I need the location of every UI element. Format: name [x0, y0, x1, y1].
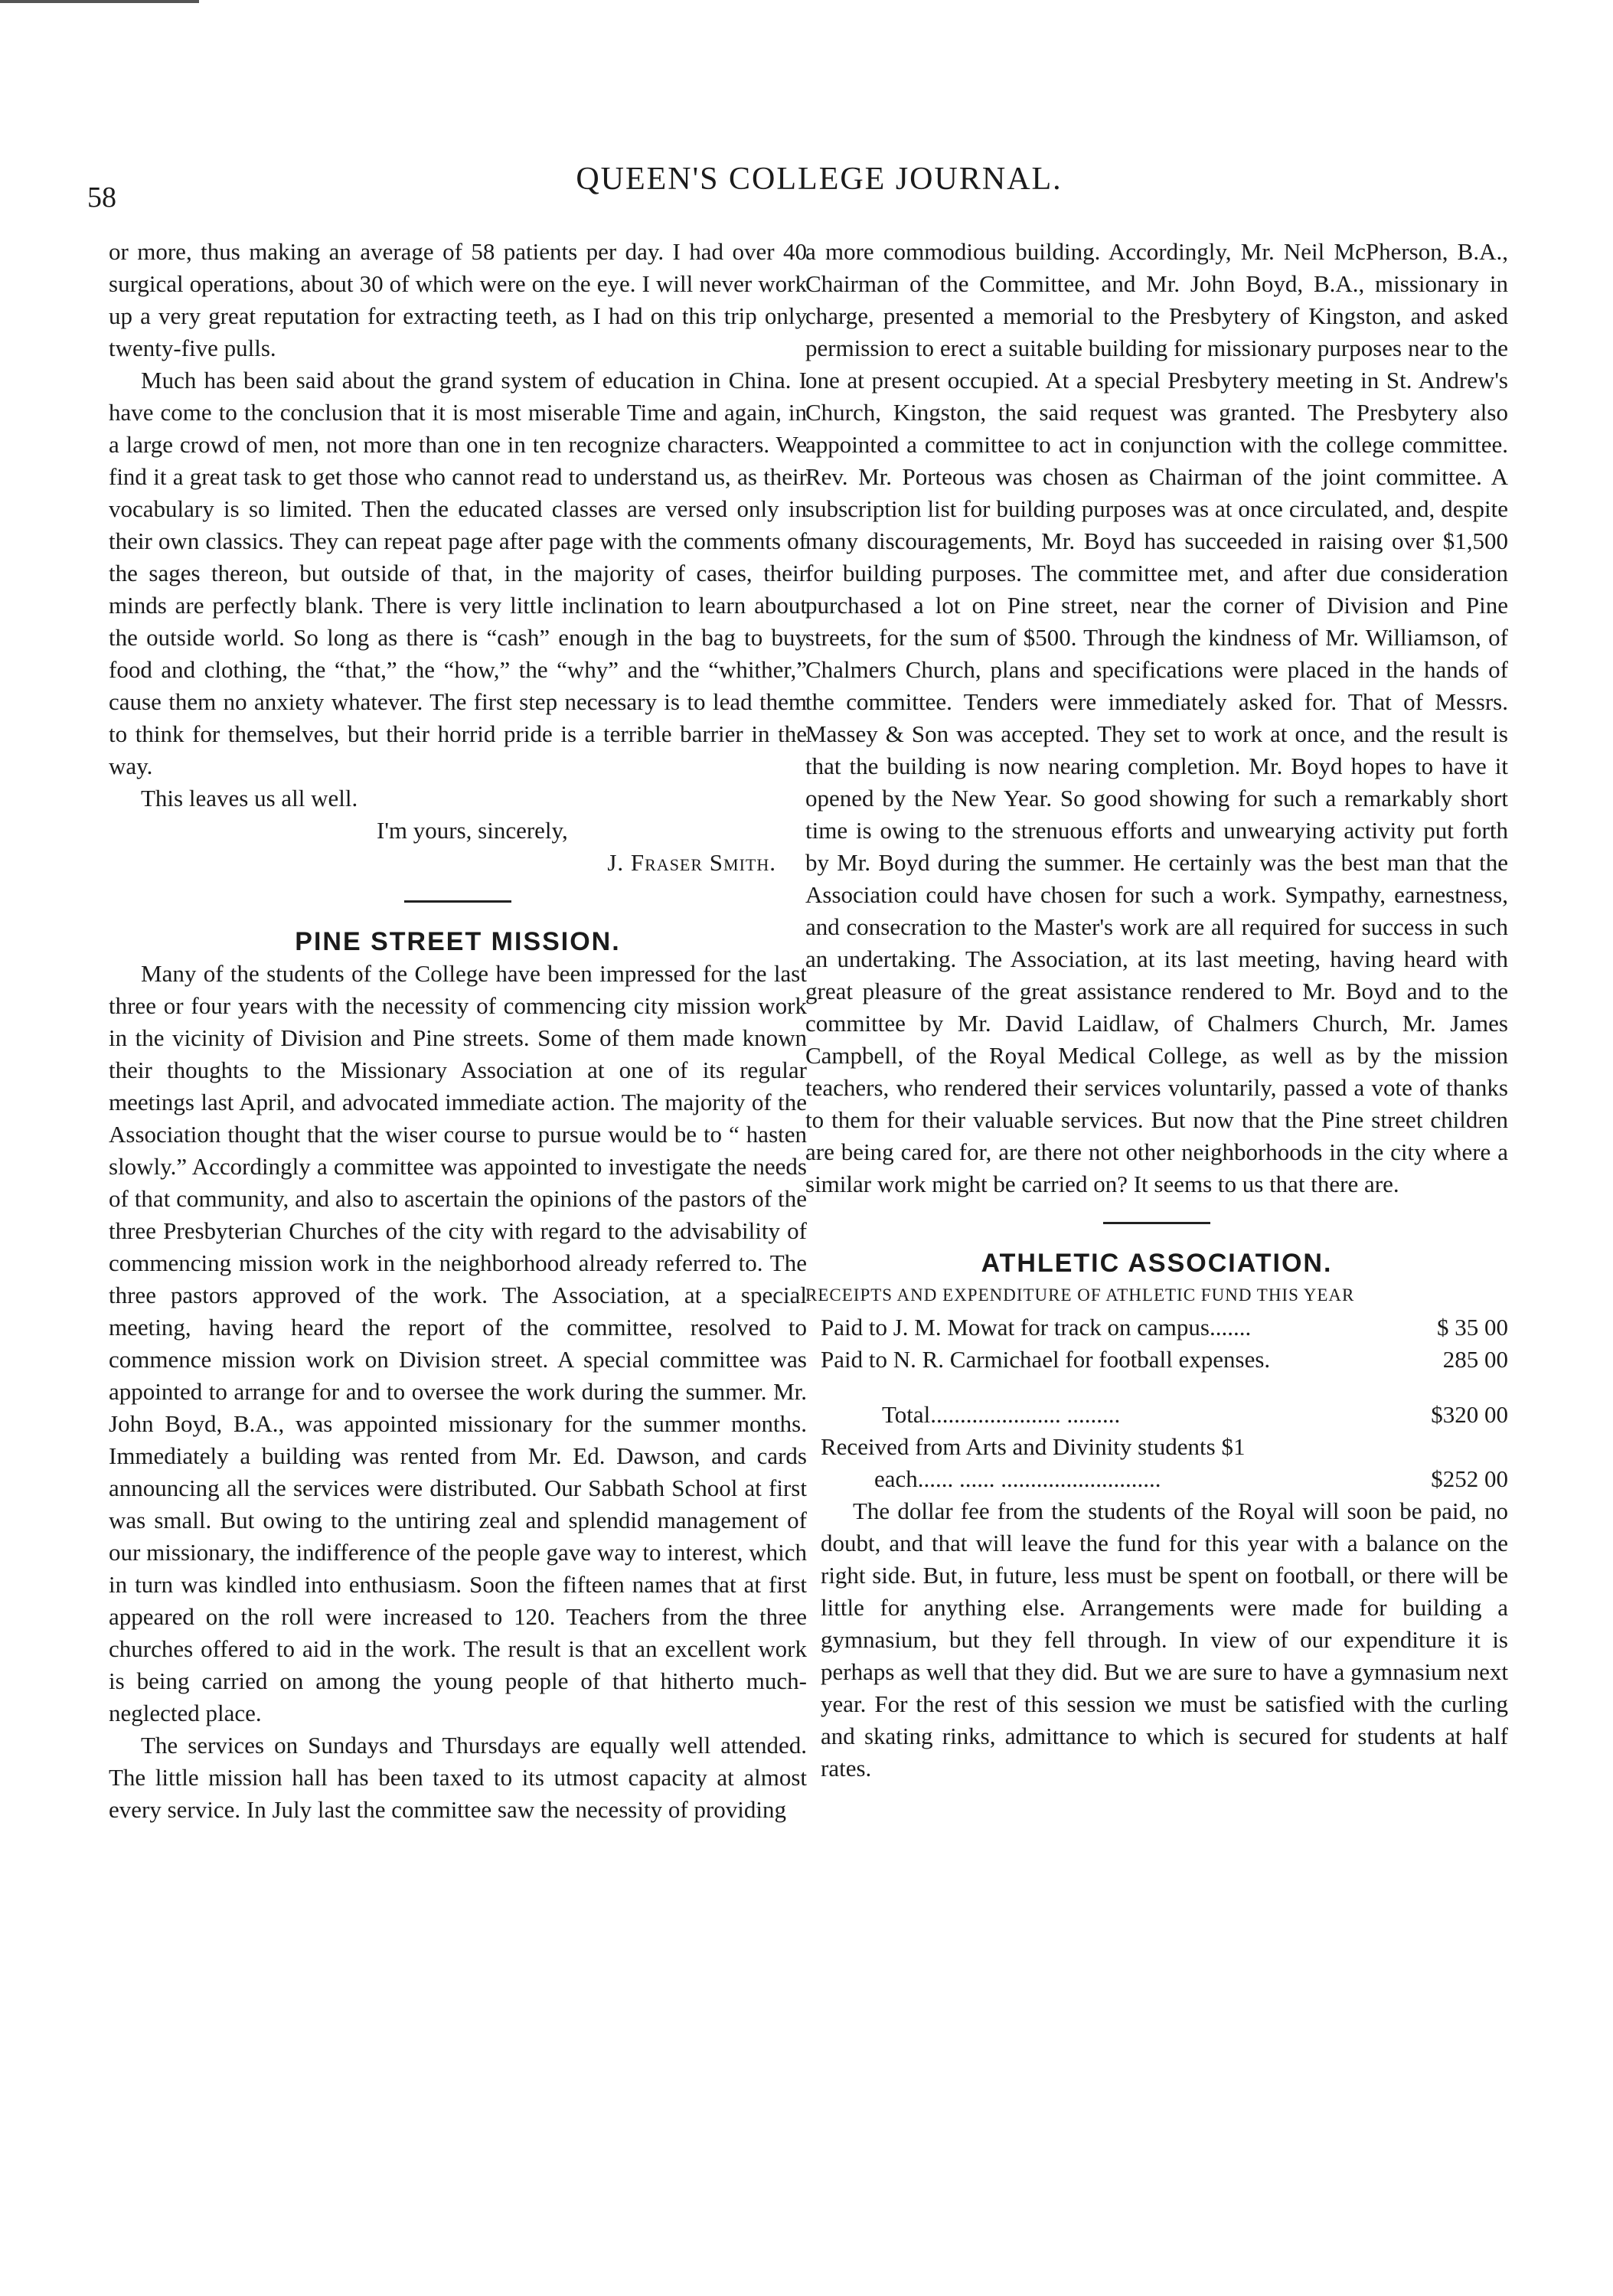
- section-divider: [404, 900, 511, 903]
- ledger-label: Paid to N. R. Carmichael for football expenses.: [821, 1346, 1271, 1373]
- section-heading-pine-street: PINE STREET MISSION.: [295, 927, 621, 956]
- letter-signature: [109, 847, 807, 879]
- article-paragraph-continued: a more commodious building. Accordingly, Mr. Neil McPherson, B.A., Chairman of the Committee, and Mr. John Boyd, B.A., missionary in charge, presented a memorial to the Presbytery of Kingston, and asked permission to erect a suitable building for missionary purposes near to the one at present occupied. At a special Presbytery meeting in St. Andrew's Church, Kingston, the said request was granted. The Presbytery also appointed a committee to act in conjunction with the college committee. Rev. Mr. Porteous was chosen as Chairman of the joint committee. A subscription list for building purposes was at once circulated, and, despite many discouragements, Mr. Boyd has succeeded in raising over $1,500 for building purposes. The committee met, and after due consideration purchased a lot on Pine street, near the corner of Division and Pine streets, for the sum of $500. Through the kindness of Mr. Williamson, of Chalmers Church, plans and specifications were placed in the hands of the committee. Tenders were immediately asked for. That of Messrs. Massey & Son was accepted. They set to work at once, and the result is that the building is now nearing completion. Mr. Boyd hopes to have it opened by the New Year. So good showing for such a remarkably short time is owing to the strenuous efforts and unwearying activity put forth by Mr. Boyd during the summer. He certainly was the best man that the Association could have chosen for such a work. Sympathy, earnestness, and consecration to the Master's work are all required for success in such an undertaking. The Association, at its last meeting, having heard with great pleasure of the great assistance rendered to Mr. Boyd and to the committee by Mr. David Laidlaw, of Chalmers Church, Mr. James Campbell, of the Royal Medical College, as well as by the mission teachers, who rendered their services voluntarily, passed a vote of thanks to them for their valuable services. But now that the Pine street children are being cared for, are there not other neighborhoods in the city where a similar work might be carried on? It seems to us that there are.: [805, 238, 1508, 1197]
- ledger-received-label: Received from Arts and Divinity students $1: [821, 1433, 1246, 1460]
- ledger-amount: $ 35 00: [1437, 1314, 1508, 1341]
- letter-paragraph: This leaves us all well.: [141, 785, 358, 812]
- ledger-received-amount: $252 00: [1431, 1465, 1508, 1492]
- page-number: 58: [87, 181, 116, 214]
- ledger-row: [805, 1311, 1508, 1344]
- ledger-total-amount: $320 00: [1431, 1401, 1508, 1428]
- section-divider: [1103, 1222, 1210, 1224]
- ledger-row: [805, 1344, 1508, 1376]
- article-paragraph: The dollar fee from the students of the Royal will soon be paid, no doubt, and that will leave the fund for this year with a balance on the right side. But, in future, less must be spent on football, or there will be little for anything else. Arrangements were made for building a gymnasium, but they fell through. In view of our expenditure it is perhaps as well that they did. But we are sure to have a gymnasium next year. For the rest of this session we must be satisfied with the curling and skating rinks, admittance to which is secured for students at half rates.: [821, 1497, 1508, 1782]
- ledger-total-row: [805, 1399, 1508, 1431]
- ledger-amount: 285 00: [1442, 1346, 1508, 1373]
- ledger-total-label: Total...................... .........: [882, 1401, 1121, 1428]
- letter-paragraph: or more, thus making an average of 58 patients per day. I had over 40 surgical operations, about 30 of which were on the eye. I will never work up a very great reputation for extracting teeth, as I had on this trip only twenty-five pulls.: [109, 238, 807, 361]
- scan-edge-rule: [0, 0, 199, 3]
- ledger-received-cont-label: each...... ...... ...........................: [874, 1465, 1161, 1492]
- ledger-received-cont-row: [805, 1463, 1508, 1495]
- running-head: QUEEN'S COLLEGE JOURNAL.: [576, 162, 1063, 197]
- ledger-subheading: RECEIPTS AND EXPENDITURE OF ATHLETIC FUND THIS YEAR: [805, 1285, 1355, 1305]
- signature-name: J. Fraser Smith.: [607, 849, 776, 876]
- article-paragraph: The services on Sundays and Thursdays are equally well attended. The little mission hall has been taxed to its utmost capacity at almost every service. In July last the committee saw the necessity of providing: [109, 1732, 807, 1823]
- article-paragraph: Many of the students of the College have been impressed for the last three or four years with the necessity of commencing city mission work in the vicinity of Division and Pine streets. Some of them made known their thoughts to the Missionary Association at one of its regular meetings last April, and advocated immediate action. The majority of the Association thought that the wiser course to pursue would be to “ hasten slowly.” Accordingly a committee was appointed to investigate the needs of that community, and also to ascertain the opinions of the pastors of the three Presbyterian Churches of the city with regard to the advisability of commencing mission work in the neighborhood already referred to. The three pastors approved of the work. The Association, at a special meeting, having heard the report of the committee, resolved to commence mission work on Division street. A special committee was appointed to arrange for and to oversee the work during the summer. Mr. John Boyd, B.A., was appointed missionary for the summer months. Immediately a building was rented from Mr. Ed. Dawson, and cards announcing all the services were distributed. Our Sabbath School at first was small. But owing to the untiring zeal and splendid management of our missionary, the indifference of the people gave way to interest, which in turn was kindled into enthusiasm. Soon the fifteen names that at first appeared on the roll were increased to 120. Teachers from the three churches offered to aid in the work. The result is that an excellent work is being carried on among the young people of that hitherto much-neglected place.: [109, 960, 807, 1726]
- ledger-label: Paid to J. M. Mowat for track on campus.......: [821, 1314, 1252, 1341]
- ledger-spacer: [805, 1376, 1508, 1399]
- section-heading-athletic: ATHLETIC ASSOCIATION.: [981, 1249, 1333, 1278]
- letter-closing: I'm yours, sincerely,: [377, 817, 568, 844]
- left-column: [109, 236, 807, 1826]
- ledger-received-row: [805, 1431, 1508, 1463]
- letter-paragraph: Much has been said about the grand system of education in China. I have come to the conclusion that it is most miserable Time and again, in a large crowd of men, not more than one in ten recognize characters. We find it a great task to get those who cannot read to understand us, as their vocabulary is so limited. Then the educated classes are versed only in their own classics. They can repeat page after page with the comments of the sages thereon, but outside of that, in the majority of cases, their minds are perfectly blank. There is very little inclination to learn about the outside world. So long as there is “cash” enough in the bag to buy food and clothing, the “that,” the “how,” the “why” and the “whither,” cause them no anxiety whatever. The first step necessary is to lead them to think for themselves, but their horrid pride is a terrible barrier in the way.: [109, 367, 807, 779]
- right-column: [805, 236, 1508, 1785]
